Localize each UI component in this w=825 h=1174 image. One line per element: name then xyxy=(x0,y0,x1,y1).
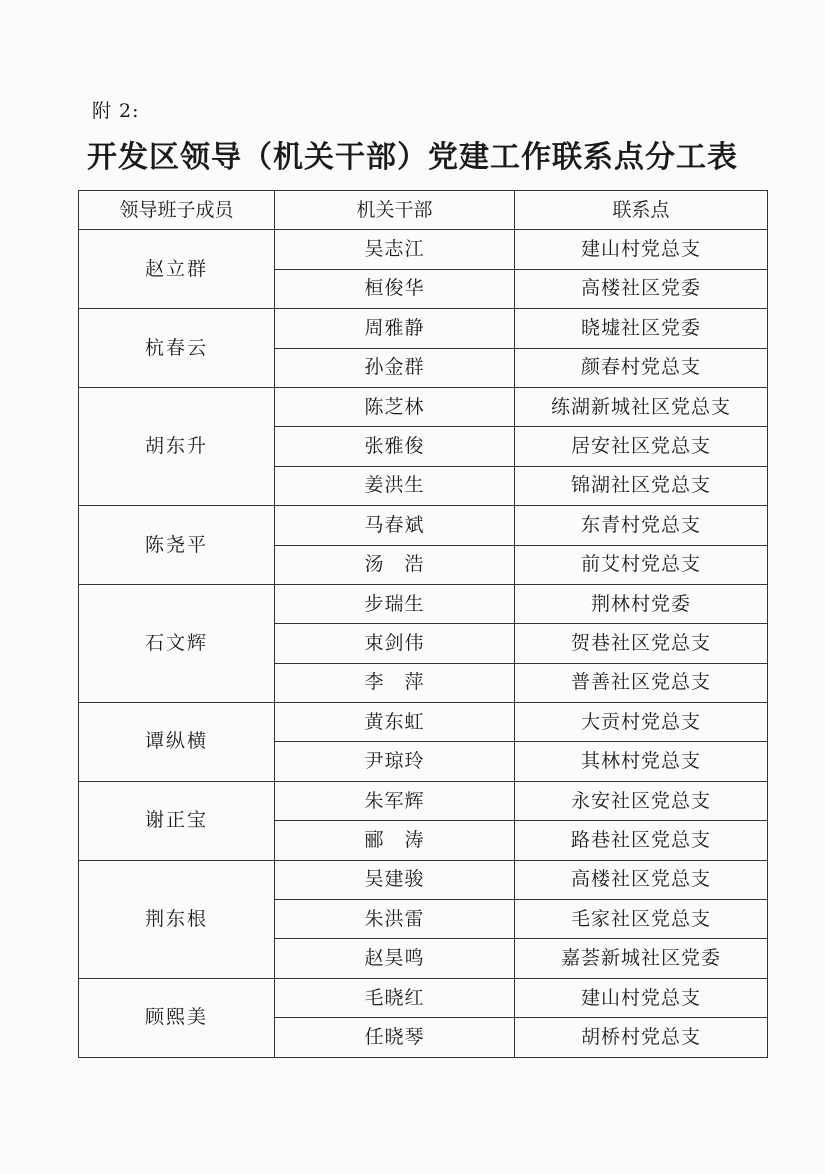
header-contact-point: 联系点 xyxy=(515,191,768,230)
leader-cell: 陈尧平 xyxy=(79,506,275,585)
cadre-cell: 马春斌 xyxy=(275,506,515,545)
attachment-label: 附 2: xyxy=(92,100,140,122)
contact-point-cell: 路巷社区党总支 xyxy=(515,821,768,860)
cadre-cell: 桓俊华 xyxy=(275,269,515,308)
cadre-cell: 汤 浩 xyxy=(275,545,515,584)
contact-point-cell: 高楼社区党总支 xyxy=(515,860,768,899)
cadre-cell: 黄东虹 xyxy=(275,703,515,742)
leader-cell: 石文辉 xyxy=(79,584,275,702)
cadre-cell: 吴志江 xyxy=(275,230,515,269)
cadre-cell: 束剑伟 xyxy=(275,624,515,663)
cadre-cell: 吴建骏 xyxy=(275,860,515,899)
contact-point-cell: 毛家社区党总支 xyxy=(515,900,768,939)
leader-cell: 荆东根 xyxy=(79,860,275,978)
cadre-cell: 毛晓红 xyxy=(275,978,515,1017)
table-row xyxy=(79,860,768,899)
leader-cell: 杭春云 xyxy=(79,309,275,388)
contact-point-cell: 居安社区党总支 xyxy=(515,427,768,466)
contact-point-cell: 前艾村党总支 xyxy=(515,545,768,584)
cadre-cell: 朱洪雷 xyxy=(275,900,515,939)
cadre-cell: 姜洪生 xyxy=(275,466,515,505)
contact-point-cell: 建山村党总支 xyxy=(515,978,768,1017)
contact-point-cell: 东青村党总支 xyxy=(515,506,768,545)
leader-cell: 谢正宝 xyxy=(79,781,275,860)
assignment-table xyxy=(78,190,768,1058)
cadre-cell: 李 萍 xyxy=(275,663,515,702)
contact-point-cell: 建山村党总支 xyxy=(515,230,768,269)
table-row xyxy=(79,703,768,742)
cadre-cell: 步瑞生 xyxy=(275,584,515,623)
cadre-cell: 赵昊鸣 xyxy=(275,939,515,978)
contact-point-cell: 练湖新城社区党总支 xyxy=(515,387,768,426)
table-row xyxy=(79,781,768,820)
header-leader: 领导班子成员 xyxy=(79,191,275,230)
cadre-cell: 郦 涛 xyxy=(275,821,515,860)
contact-point-cell: 荆林村党委 xyxy=(515,584,768,623)
cadre-cell: 周雅静 xyxy=(275,309,515,348)
contact-point-cell: 胡桥村党总支 xyxy=(515,1018,768,1057)
cadre-cell: 孙金群 xyxy=(275,348,515,387)
contact-point-cell: 颜春村党总支 xyxy=(515,348,768,387)
cadre-cell: 朱军辉 xyxy=(275,781,515,820)
table-row xyxy=(79,230,768,269)
contact-point-cell: 高楼社区党委 xyxy=(515,269,768,308)
table-body xyxy=(79,230,768,1057)
table-row xyxy=(79,309,768,348)
cadre-cell: 张雅俊 xyxy=(275,427,515,466)
cadre-cell: 尹琼玲 xyxy=(275,742,515,781)
contact-point-cell: 普善社区党总支 xyxy=(515,663,768,702)
table-header-row xyxy=(79,191,768,230)
table-row xyxy=(79,387,768,426)
table-row xyxy=(79,506,768,545)
contact-point-cell: 永安社区党总支 xyxy=(515,781,768,820)
contact-point-cell: 其林村党总支 xyxy=(515,742,768,781)
table-row xyxy=(79,584,768,623)
header-cadre: 机关干部 xyxy=(275,191,515,230)
leader-cell: 顾熙美 xyxy=(79,978,275,1057)
leader-cell: 谭纵横 xyxy=(79,703,275,782)
leader-cell: 赵立群 xyxy=(79,230,275,309)
table-row xyxy=(79,978,768,1017)
contact-point-cell: 晓墟社区党委 xyxy=(515,309,768,348)
contact-point-cell: 锦湖社区党总支 xyxy=(515,466,768,505)
cadre-cell: 任晓琴 xyxy=(275,1018,515,1057)
cadre-cell: 陈芝林 xyxy=(275,387,515,426)
document-title: 开发区领导（机关干部）党建工作联系点分工表 xyxy=(87,140,738,175)
contact-point-cell: 贺巷社区党总支 xyxy=(515,624,768,663)
leader-cell: 胡东升 xyxy=(79,387,275,505)
contact-point-cell: 大贡村党总支 xyxy=(515,703,768,742)
contact-point-cell: 嘉荟新城社区党委 xyxy=(515,939,768,978)
